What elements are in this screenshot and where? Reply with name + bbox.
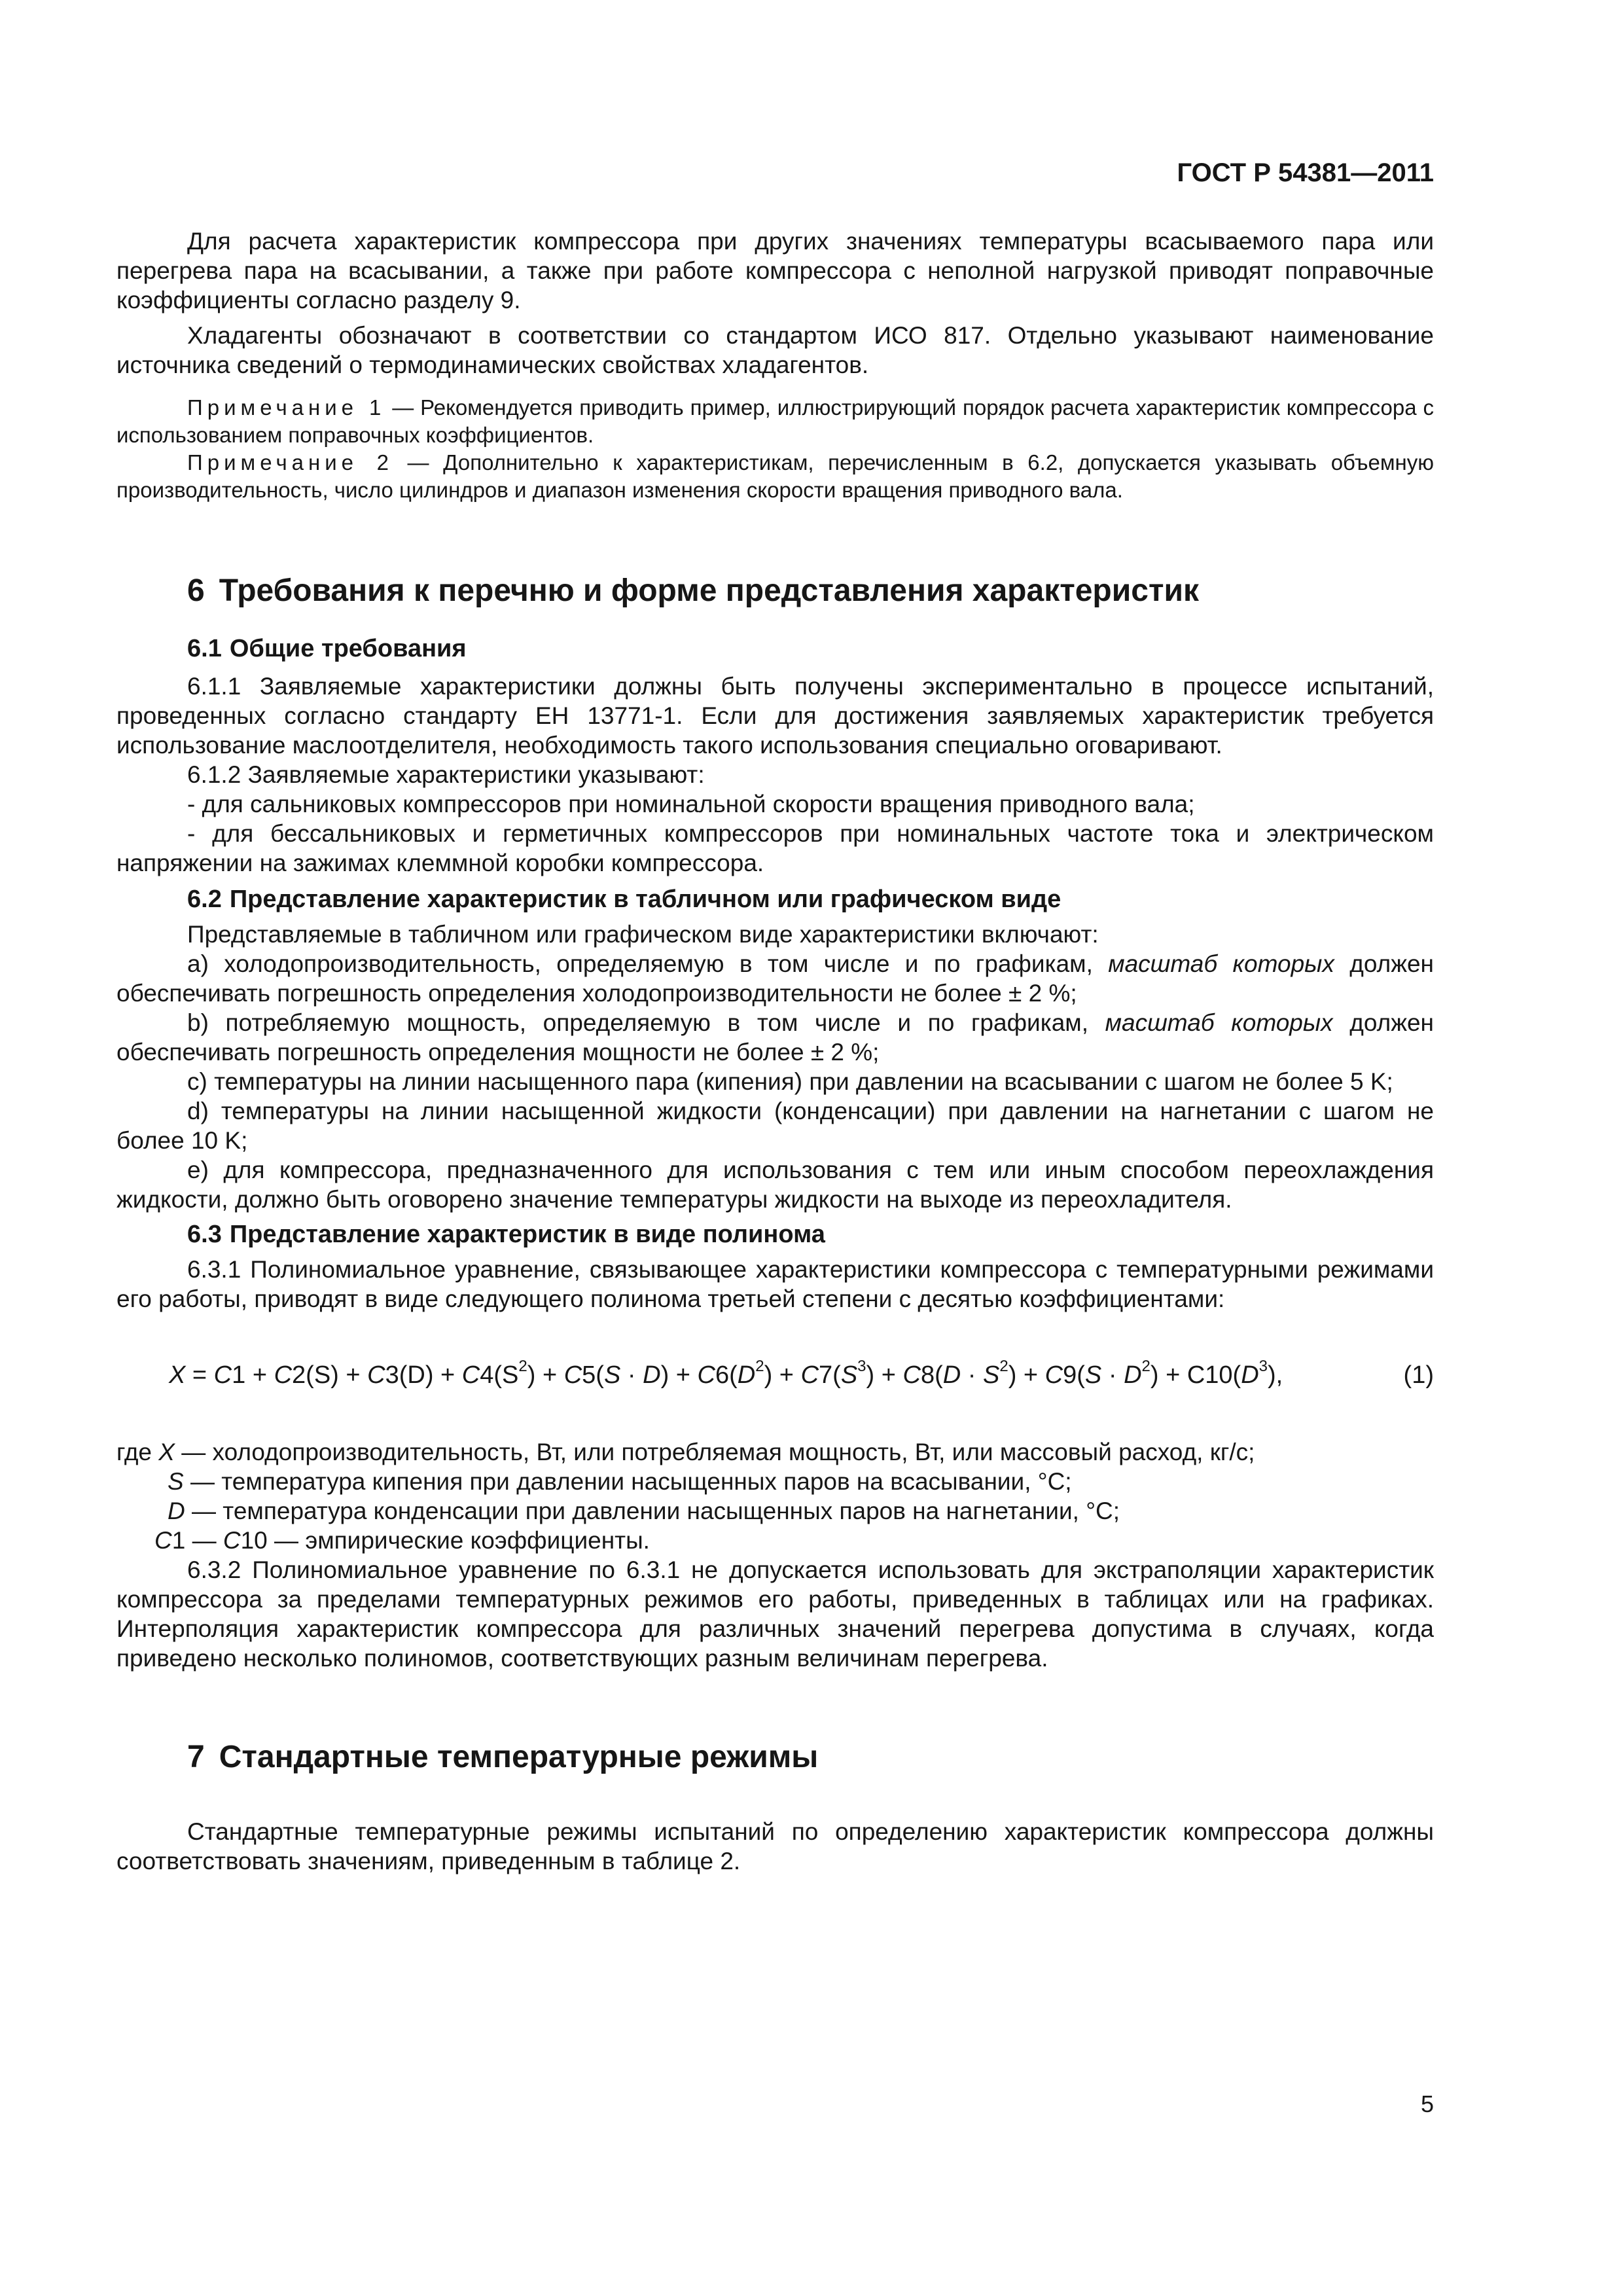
- section-6-2-title: Представление характеристик в табличном или графическом виде: [229, 886, 1061, 913]
- list-item-b: [116, 1008, 1434, 1067]
- list-item-a: [116, 949, 1434, 1008]
- note-1-text: — Рекомендуется приводить пример, иллюстрирующий порядок расчета характеристик компрессора с использованием поправочных коэффициентов.: [116, 395, 1434, 447]
- section-6-title: Требования к перечню и форме представления характеристик: [219, 573, 1199, 608]
- intro-paragraph-1: Для расчета характеристик компрессора при других значениях температуры всасываемого пара или перегрева пара на всасывании, а также при работе компрессора с неполной нагрузкой приводят поправочные коэффициенты согласно разделу 9.: [116, 228, 1434, 314]
- where-c: [116, 1526, 1434, 1555]
- section-7-heading: [116, 1738, 1434, 1776]
- where-d: [116, 1496, 1434, 1526]
- list-item-b-text: b) потребляемую мощность, определяемую в том числе и по графикам,: [187, 1009, 1105, 1036]
- list-item-c: c) температуры на линии насыщенного пара (кипения) при давлении на всасывании с шагом не более 5 K;: [187, 1068, 1393, 1095]
- list-item-b-rest: должен обеспечивать погрешность определения мощности не более ± 2 %;: [116, 1009, 1434, 1066]
- section-7-paragraph: Стандартные температурные режимы испытаний по определению характеристик компрессора должны соответствовать значениям, приведенным в таблице 2.: [116, 1818, 1434, 1874]
- list-item-d: d) температуры на линии насыщенной жидкости (конденсации) при давлении на нагнетании с шагом не более 10 K;: [116, 1098, 1434, 1154]
- note-2-label: Примечание 2: [187, 450, 393, 475]
- where-x-text: — холодопроизводительность, Вт, или потребляемая мощность, Вт, или массовый расход, кг/с;: [174, 1439, 1255, 1465]
- list-item-a-emphasis: масштаб которых: [1108, 950, 1334, 977]
- where-s-symbol: S: [168, 1468, 184, 1495]
- section-6-1-heading: [116, 634, 1434, 664]
- note-2-text: — Дополнительно к характеристикам, перечисленным в 6.2, допускается указывать объемную производительность, число цилиндров и диапазон изменения скорости вращения приводного вала.: [116, 450, 1434, 502]
- section-6-1-number: 6.1: [187, 635, 222, 662]
- where-c10-text: 10 — эмпирические коэффициенты.: [240, 1527, 650, 1554]
- section-7-number: 7: [187, 1740, 205, 1774]
- clause-6-3-2: 6.3.2 Полиномиальное уравнение по 6.3.1 не допускается использовать для экстраполяции характеристик компрессора за пределами температурных режимов его работы, приведенных в таблицах или на графиках. Интерполяция характеристик компрессора для различных значений перегрева допустима в случаях, когда приведено несколько полиномов, соответствующих разным величинам перегрева.: [116, 1556, 1434, 1672]
- clause-6-2-lead: Представляемые в табличном или графическом виде характеристики включают:: [187, 921, 1099, 948]
- where-s-text: — температура кипения при давлении насыщенных паров на всасывании, °С;: [183, 1468, 1072, 1495]
- list-item-hermetic: - для бессальниковых и герметичных компрессоров при номинальных частоте тока и электрическом напряжении на зажимах клеммной коробки компрессора.: [116, 820, 1434, 876]
- where-c10-symbol: C: [223, 1527, 241, 1554]
- list-item-glanded: - для сальниковых компрессоров при номинальной скорости вращения приводного вала;: [187, 791, 1195, 817]
- note-1: [116, 394, 1434, 449]
- clause-6-3-1: 6.3.1 Полиномиальное уравнение, связывающее характеристики компрессора с температурными режимами его работы, приводят в виде следующего полинома третьей степени с десятью коэффициентами:: [116, 1256, 1434, 1312]
- standard-header: ГОСТ Р 54381—2011: [1177, 158, 1434, 187]
- section-6-3-heading: [116, 1219, 1434, 1249]
- section-6-3-title: Представление характеристик в виде полинома: [229, 1221, 825, 1248]
- page-number: 5: [1420, 2090, 1434, 2117]
- section-6-1-title: Общие требования: [229, 635, 467, 662]
- section-6-number: 6: [187, 573, 205, 608]
- where-c1-text: 1 —: [171, 1527, 223, 1554]
- where-x: [116, 1437, 1434, 1467]
- clause-6-1-2: 6.1.2 Заявляемые характеристики указывают:: [187, 761, 705, 788]
- clause-6-1-1: 6.1.1 Заявляемые характеристики должны быть получены экспериментально в процессе испытаний, проведенных согласно стандарту ЕН 13771-1. Если для достижения заявляемых характеристик требуется использование маслоотделителя, необходимость такого использования специально оговаривают.: [116, 673, 1434, 759]
- where-word: где: [116, 1439, 159, 1465]
- where-d-text: — температура конденсации при давлении насыщенных паров на нагнетании, °С;: [185, 1498, 1120, 1524]
- section-6-2-number: 6.2: [187, 886, 222, 913]
- list-item-a-rest: должен обеспечивать погрешность определения холодопроизводительности не более ± 2 %;: [116, 950, 1434, 1007]
- note-2: [116, 449, 1434, 504]
- where-d-symbol: D: [168, 1498, 185, 1524]
- polynomial-formula: [116, 1357, 1434, 1390]
- formula-expression: $X = C1 + C2(S) + C3(D) + C4(S^2) + C5(S \cdot D) + C6(D^2) + C7(S^3) + C8(D \cdot S^2) + C9(S \cdot D^2) + C10(D^3)$,: [169, 1357, 1283, 1389]
- list-item-b-emphasis: масштаб которых: [1105, 1009, 1333, 1036]
- where-s: [116, 1467, 1434, 1496]
- intro-paragraph-2: Хладагенты обозначают в соответствии со стандартом ИСО 817. Отдельно указывают наименование источника сведений о термодинамических свойствах хладагентов.: [116, 322, 1434, 378]
- section-6-heading: [116, 572, 1434, 610]
- where-c1-symbol: C: [154, 1527, 172, 1554]
- where-x-symbol: X: [158, 1439, 175, 1465]
- section-6-2-heading: [116, 884, 1434, 914]
- section-7-title: Стандартные температурные режимы: [219, 1740, 819, 1774]
- list-item-e: e) для компрессора, предназначенного для использования с тем или иным способом переохлаждения жидкости, должно быть оговорено значение температуры жидкости на выходе из переохладителя.: [116, 1157, 1434, 1213]
- formula-number: (1): [1403, 1361, 1434, 1389]
- list-item-a-text: a) холодопроизводительность, определяемую в том числе и по графикам,: [187, 950, 1109, 977]
- section-6-3-number: 6.3: [187, 1221, 222, 1248]
- note-1-label: Примечание 1: [187, 395, 386, 420]
